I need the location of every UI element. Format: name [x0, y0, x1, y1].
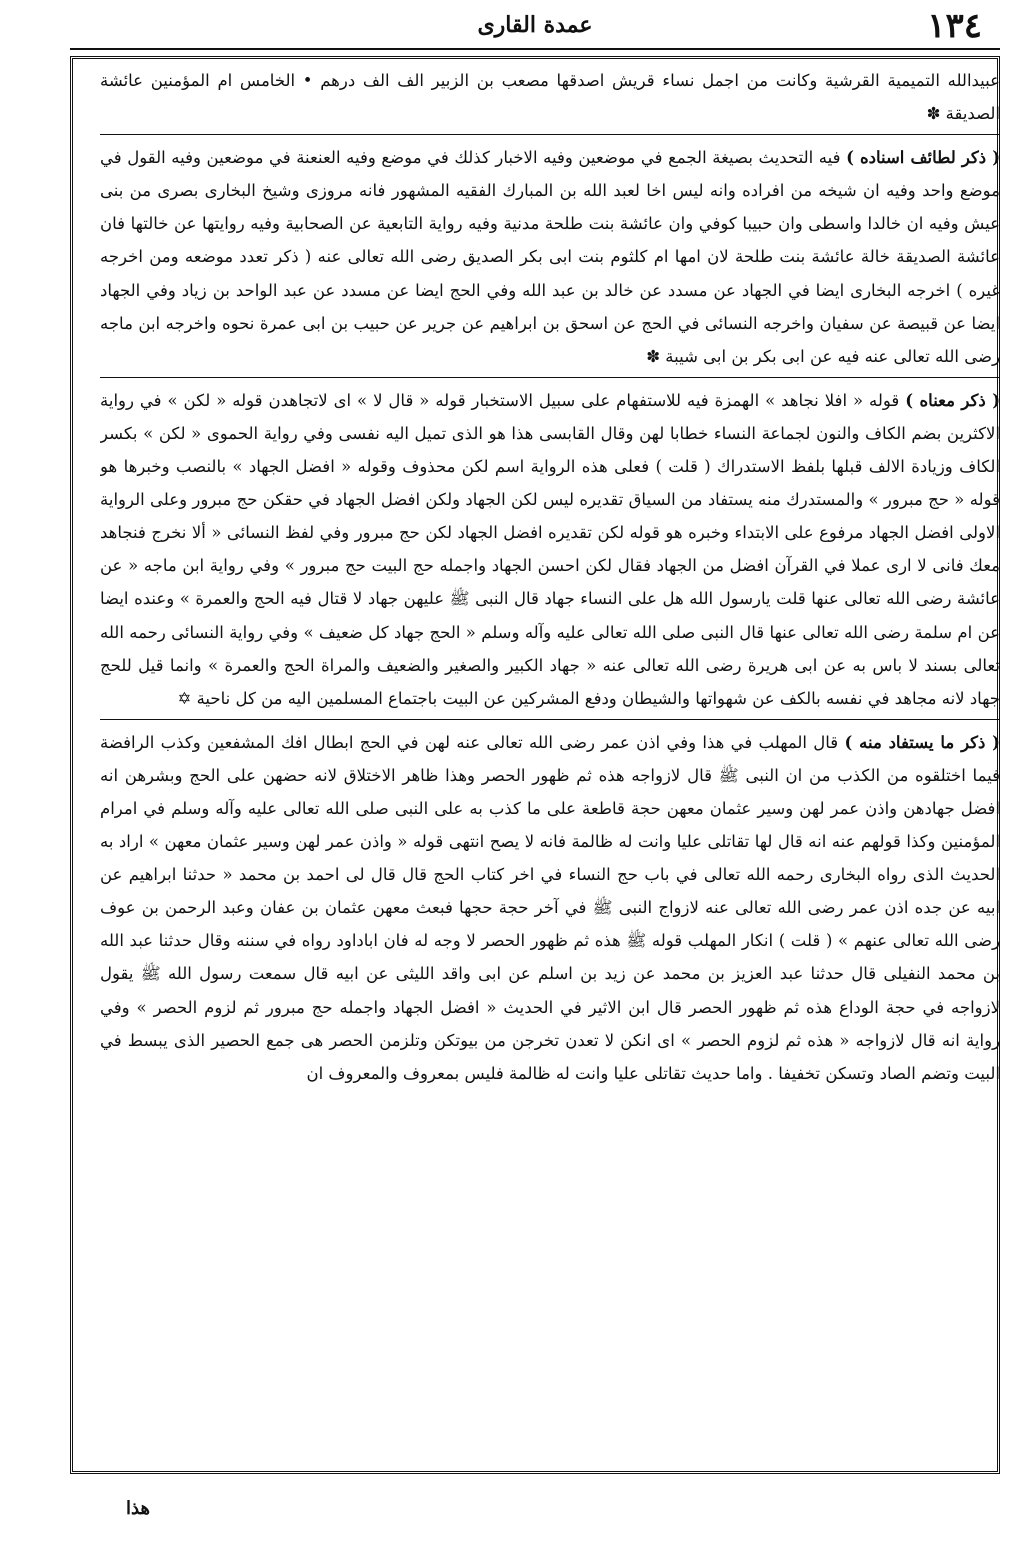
paragraph-text: قال المهلب في هذا وفي اذن عمر رضى الله تعالى عنه لهن في الحج ابطال افك المشفعين وكذب الرافضة فيما اختلقوه من الكذب من ان النبى ﷺ قال لازواجه هذه ثم ظهور الحصر وهذا ظاهر الاختلاق لانه حضهن على الحج وبشرهن انه افضل جهادهن واذن عمر لهن وسير عثمان معهن حجة قاطعة على ما كذب به على النبى صلى الله تعالى عليه وآله وسلم في امرام المؤمنين وكذا قولهم عنه انه قال لها تقاتلى عليا وانت له ظالمة فانه لا يصح انتهى قوله « واذن عمر لهن وسير عثمان معهن » اراد به الحديث الذى رواه البخارى رحمه الله تعالى في باب حج النساء في اخر كتاب الحج قال قال لى احمد بن محمد « حدثنا ابراهيم عن ابيه عن جده اذن عمر رضى الله تعالى عنه لازواج النبى ﷺ في آخر حجة حجها فبعث معهن عثمان بن عفان وعبد الرحمن بن عوف رضى الله تعالى عنهم » ( قلت ) انكار المهلب قوله ﷺ هذه ثم ظهور الحصر لا وجه له فان اباداود رواه في سننه وقال حدثنا عبد الله بن محمد النفيلى قال حدثنا عبد العزيز بن محمد عن زيد بن اسلم عن ابى واقد الليثى عن ابيه قال سمعت رسول الله ﷺ يقول لازواجه في حجة الوداع هذه ثم ظهور الحصر قال ابن الاثير في الحديث « افضل الجهاد واجمله حج مبرور ثم لزوم الحصر » وفي رواية انه قال لازواجه « هذه ثم لزوم الحصر » اى انكن لا تعدن تخرجن من بيوتكن وتلزمن الحصر هى جمع الحصير الذى يبسط في البيت وتضم الصاد وتسكن تخفيفا . واما حديث تقاتلى عليا وانت له ظالمة فليس بمعروف والمعروف ان [100, 732, 1000, 1083]
paragraph-isnad [100, 141, 1000, 373]
paragraph-text: قوله « افلا نجاهد » الهمزة فيه للاستفهام على سبيل الاستخبار قوله « قال لا » اى لاتجاهدن قوله « لكن » في رواية الاكثرين بضم الكاف والنون لجماعة النساء خطابا لهن وقال القابسى هذا هو الذى تميل اليه نفسى وفي رواية الحموى « لكن » بكسر الكاف وزيادة الالف قبلها بلفظ الاستدراك ( قلت ) فعلى هذه الرواية اسم لكن محذوف وقوله « افضل الجهاد » بالنصب وخبرها هو قوله « حج مبرور » والمستدرك منه يستفاد من السياق تقديره ليس لكن الجهاد ولكن افضل الجهاد في حقكن حج مبرور وعلى الرواية الاولى افضل الجهاد مرفوع على الابتداء وخبره هو قوله لكن تقديره افضل الجهاد لكن حج مبرور وفي لفظ النسائى « ألا نخرج فنجاهد معك فانى لا ارى عملا في القرآن افضل من الجهاد فقال لكن احسن الجهاد واجمله حج البيت حج مبرور » وفي رواية ابن ماجه « عن عائشة رضى الله تعالى عنها قلت يارسول الله هل على النساء جهاد قال النبى ﷺ عليهن جهاد لا قتال فيه الحج والعمرة » وعنده ايضا عن ام سلمة رضى الله تعالى عنها قال النبى صلى الله تعالى عليه وآله وسلم « الحج جهاد كل ضعيف » وفي رواية النسائى رحمه الله تعالى بسند لا باس به عن ابى هريرة رضى الله تعالى عنه « جهاد الكبير والصغير والضعيف والمراة الحج والعمرة » وانما قيل للحج جهاد لانه مجاهد في نفسه بالكف عن شهواتها والشيطان ودفع المشركين عن البيت باجتماع المسلمين اليه من كل ناحية ✡ [100, 390, 1000, 708]
paragraph-meaning [100, 384, 1000, 715]
section-label: ( ذكر معناه ) [905, 390, 1000, 410]
header-rule [70, 48, 1000, 50]
running-title: عمدة القارى [477, 12, 593, 38]
divider [100, 134, 1000, 135]
paragraph-text: فيه التحديث بصيغة الجمع في موضعين وفيه الاخبار كذلك في موضع وفيه العنعنة في موضعين وفيه القول في موضع واحد وفيه ان شيخه من افراده وانه ليس اخا لعبد الله بن المبارك الفقيه المشهور فانه مروزى وشيخ البخارى بصرى من بنى عيش وفيه ان خالدا واسطى وان حبيبا كوفي وان عائشة بنت طلحة مدنية وفيه رواية التابعية عن الصحابية وفيه روايتها عن خالتها فان عائشة الصديقة خالة عائشة بنت طلحة لان امها ام كلثوم بنت ابى بكر الصديق رضى الله تعالى عنه ( ذكر تعدد موضعه ومن اخرجه غيره ) اخرجه البخارى ايضا في الجهاد عن مسدد عن خالد بن عبد الله وفي الحج ايضا عن مسدد عن عبد الواحد بن زياد وفي الجهاد ايضا عن قبيصة عن سفيان واخرجه النسائى في الحج عن اسحق بن ابراهيم عن جرير عن حبيب بن ابى عمرة نحوه واخرجه ابن ماجه رضى الله تعالى عنه فيه عن ابى بكر بن ابى شيبة ✽ [100, 148, 1000, 366]
paragraph-intro [100, 64, 1000, 130]
divider [100, 377, 1000, 378]
page-header [70, 0, 1000, 52]
catchword: هذا [126, 1498, 150, 1519]
paragraph-benefits [100, 726, 1000, 1090]
page-number: ١٣٤ [927, 6, 982, 46]
section-label: ( ذكر ما يستفاد منه ) [844, 732, 1000, 752]
divider [100, 719, 1000, 720]
section-label: ( ذكر لطائف اسناده ) [846, 148, 1000, 168]
page-footer [70, 1478, 1000, 1518]
paragraph-text: عبيدالله التميمية القرشية وكانت من اجمل نساء قريش اصدقها مصعب بن الزبير الف الف درهم • الخامس ام المؤمنين عائشة الصديقة ✽ [100, 71, 1000, 124]
main-text [100, 64, 1000, 1464]
